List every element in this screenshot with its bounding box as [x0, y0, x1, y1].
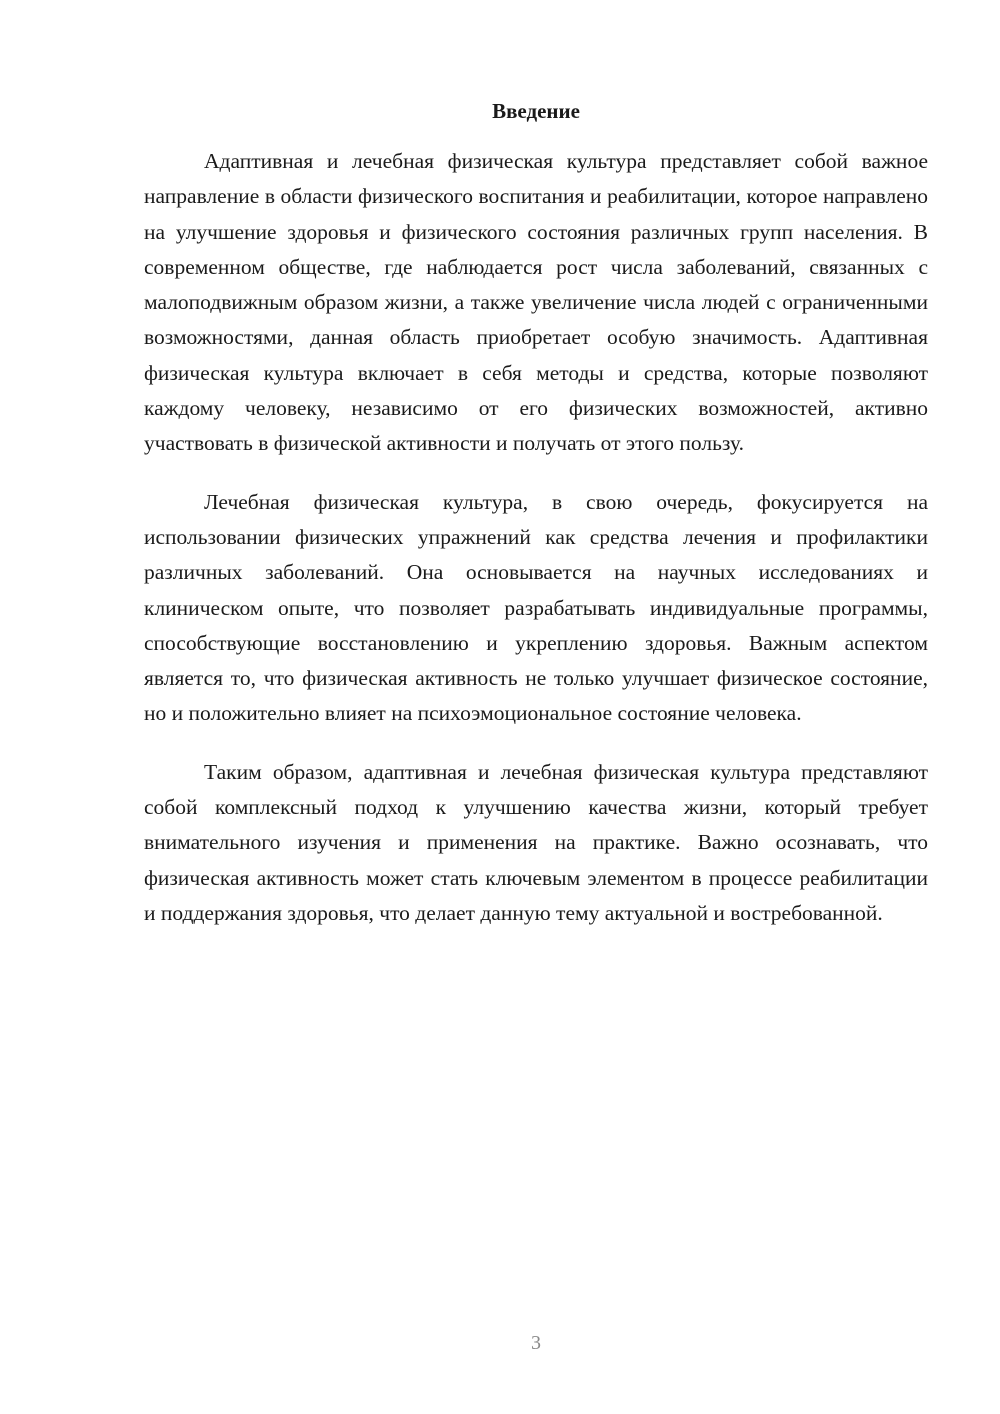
paragraph-1: Адаптивная и лечебная физическая культура представляет собой важное направление в области физического воспитания и реабилитации, которое направлено на улучшение здоровья и физического состояния различных групп населения. В современном обществе, где наблюдается рост числа заболеваний, связанных с малоподвижным образом жизни, а также увеличение числа людей с ограниченными возможностями, данная область приобретает особую значимость. Адаптивная физическая культура включает в себя методы и средства, которые позволяют каждому человеку, независимо от его физических возможностей, активно участвовать в физической активности и получать от этого пользу. [144, 149, 928, 456]
paragraph-3: Таким образом, адаптивная и лечебная физическая культура представляют собой комплексный подход к улучшению качества жизни, который требует внимательного изучения и применения на практике. Важно осознавать, что физическая активность может стать ключевым элементом в процессе реабилитации и поддержания здоровья, что делает данную тему актуальной и востребованной. [144, 759, 928, 925]
paragraph-2: Лечебная физическая культура, в свою очередь, фокусируется на использовании физических упражнений как средства лечения и профилактики различных заболеваний. Она основывается на научных исследованиях и клиническом опыте, что позволяет разрабатывать индивидуальные программы, способствующие восстановлению и укреплению здоровья. Важным аспектом является то, что физическая активность не только улучшает физическое состояние, но и положительно влияет на психоэмоциональное состояние человека. [144, 489, 928, 726]
body-text [144, 144, 928, 954]
section-heading: Введение [492, 99, 580, 123]
page-number: 3 [531, 1332, 541, 1354]
